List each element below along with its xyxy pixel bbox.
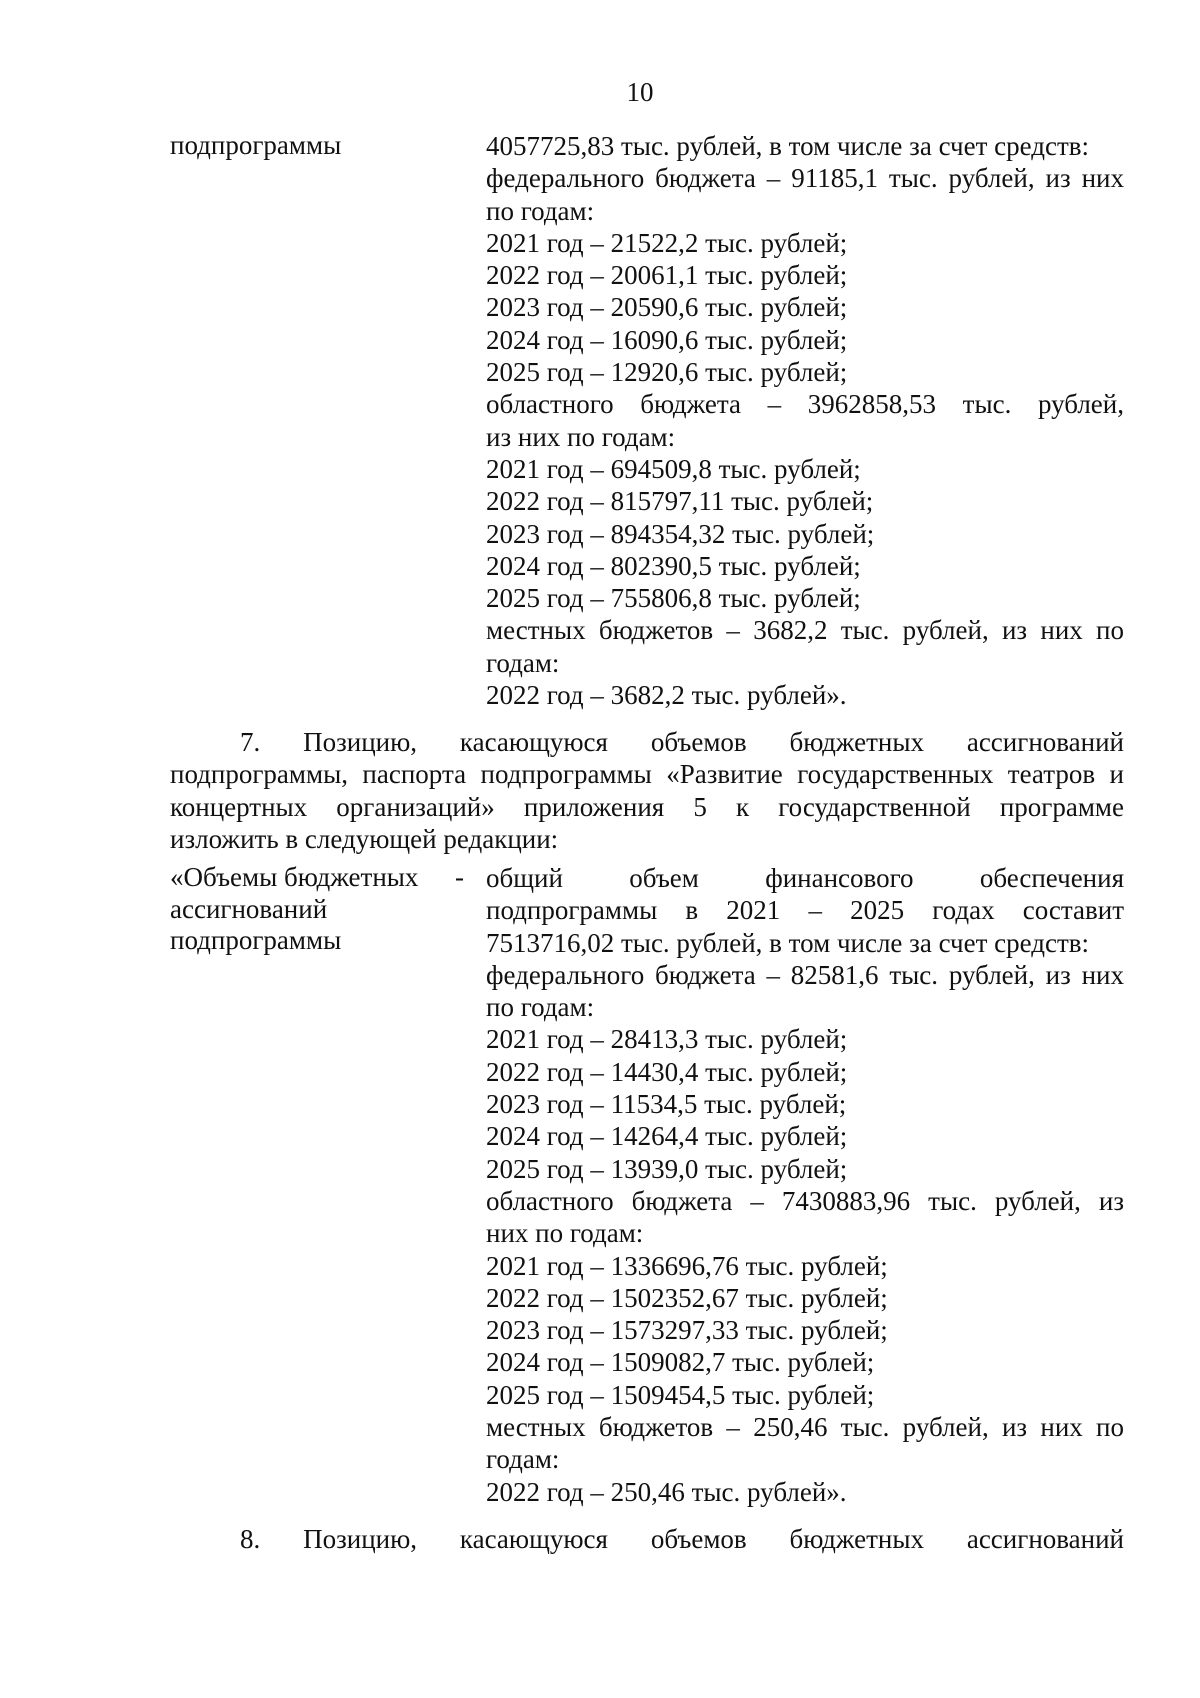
block1-line: 2022 год – 20061,1 тыс. рублей; <box>486 260 848 291</box>
block2-label-line: ассигнований <box>170 893 328 924</box>
block2-line: них по годам: <box>486 1218 644 1249</box>
block2-line: 2025 год – 1509454,5 тыс. рублей; <box>486 1379 875 1410</box>
block2-line: подпрограммы в 2021 – 2025 годах составит <box>486 895 1124 926</box>
block1-line: 2023 год – 20590,6 тыс. рублей; <box>486 292 848 323</box>
block1-line: 2025 год – 12920,6 тыс. рублей; <box>486 357 848 388</box>
block1-line: 2021 год – 21522,2 тыс. рублей; <box>486 227 848 258</box>
block2-line: по годам: <box>486 992 595 1023</box>
block1-content <box>486 130 1124 711</box>
paragraph-8 <box>170 1523 1124 1555</box>
block1-line: годам: <box>486 647 560 678</box>
paragraph-7 <box>170 726 1124 855</box>
block2-line: годам: <box>486 1444 560 1475</box>
block2-line: 2022 год – 14430,4 тыс. рублей; <box>486 1056 848 1087</box>
block1-line: местных бюджетов – 3682,2 тыс. рублей, из них по <box>486 615 1124 646</box>
block2-label-line: «Объемы бюджетных <box>170 862 419 892</box>
block2-line: 2022 год – 1502352,67 тыс. рублей; <box>486 1282 888 1313</box>
block1-line: областного бюджета – 3962858,53 тыс. рублей, <box>486 389 1124 420</box>
block2-line: 2022 год – 250,46 тыс. рублей». <box>486 1476 847 1507</box>
block1-line: 2022 год – 3682,2 тыс. рублей». <box>486 680 847 711</box>
block2-label <box>170 862 418 957</box>
block2-content <box>486 862 1124 1508</box>
block1-line: 2024 год – 802390,5 тыс. рублей; <box>486 550 861 581</box>
block2-line: 2023 год – 1573297,33 тыс. рублей; <box>486 1315 888 1346</box>
block1-line: по годам: <box>486 195 595 226</box>
block1-line: 2021 год – 694509,8 тыс. рублей; <box>486 453 861 484</box>
block2-label-line: подпрограммы <box>170 925 342 955</box>
block2-line: 7513716,02 тыс. рублей, в том числе за счет средств: <box>486 927 1090 958</box>
block2-line: 2025 год – 13939,0 тыс. рублей; <box>486 1153 848 1184</box>
block1-label-line: подпрограммы <box>170 130 342 160</box>
block1-line: федерального бюджета – 91185,1 тыс. рублей, из них <box>486 163 1124 194</box>
block1-line: 2023 год – 894354,32 тыс. рублей; <box>486 518 875 549</box>
paragraph-7-line: концертных организаций» приложения 5 к государственной программе <box>170 791 1124 822</box>
paragraph-7-line: подпрограммы, паспорта подпрограммы «Развитие государственных театров и <box>170 759 1124 790</box>
block2-line: 2024 год – 14264,4 тыс. рублей; <box>486 1121 848 1152</box>
block1-line: 2022 год – 815797,11 тыс. рублей; <box>486 486 874 517</box>
paragraph-7-line: 7. Позицию, касающуюся объемов бюджетных ассигнований <box>240 727 1124 757</box>
block2-line: областного бюджета – 7430883,96 тыс. рублей, из <box>486 1185 1124 1216</box>
block2-line: 2023 год – 11534,5 тыс. рублей; <box>486 1089 847 1120</box>
block2-line: 2024 год – 1509082,7 тыс. рублей; <box>486 1347 875 1378</box>
block2-line: федерального бюджета – 82581,6 тыс. рублей, из них <box>486 959 1124 990</box>
block2-line: общий объем финансового обеспечения <box>486 863 1124 893</box>
block2-line: 2021 год – 28413,3 тыс. рублей; <box>486 1024 848 1055</box>
block2-line: 2021 год – 1336696,76 тыс. рублей; <box>486 1250 888 1281</box>
block1-line: из них по годам: <box>486 421 676 452</box>
page-number: 10 <box>626 77 654 107</box>
block1-line: 4057725,83 тыс. рублей, в том числе за счет средств: <box>486 131 1090 161</box>
block1-line: 2024 год – 16090,6 тыс. рублей; <box>486 324 848 355</box>
paragraph-7-line: изложить в следующей редакции: <box>170 823 559 854</box>
label-dash: - <box>455 862 464 892</box>
block1-line: 2025 год – 755806,8 тыс. рублей; <box>486 583 861 614</box>
block1-label <box>170 130 341 162</box>
paragraph-8-line: 8. Позицию, касающуюся объемов бюджетных ассигнований <box>240 1524 1124 1554</box>
block2-line: местных бюджетов – 250,46 тыс. рублей, из них по <box>486 1412 1124 1443</box>
